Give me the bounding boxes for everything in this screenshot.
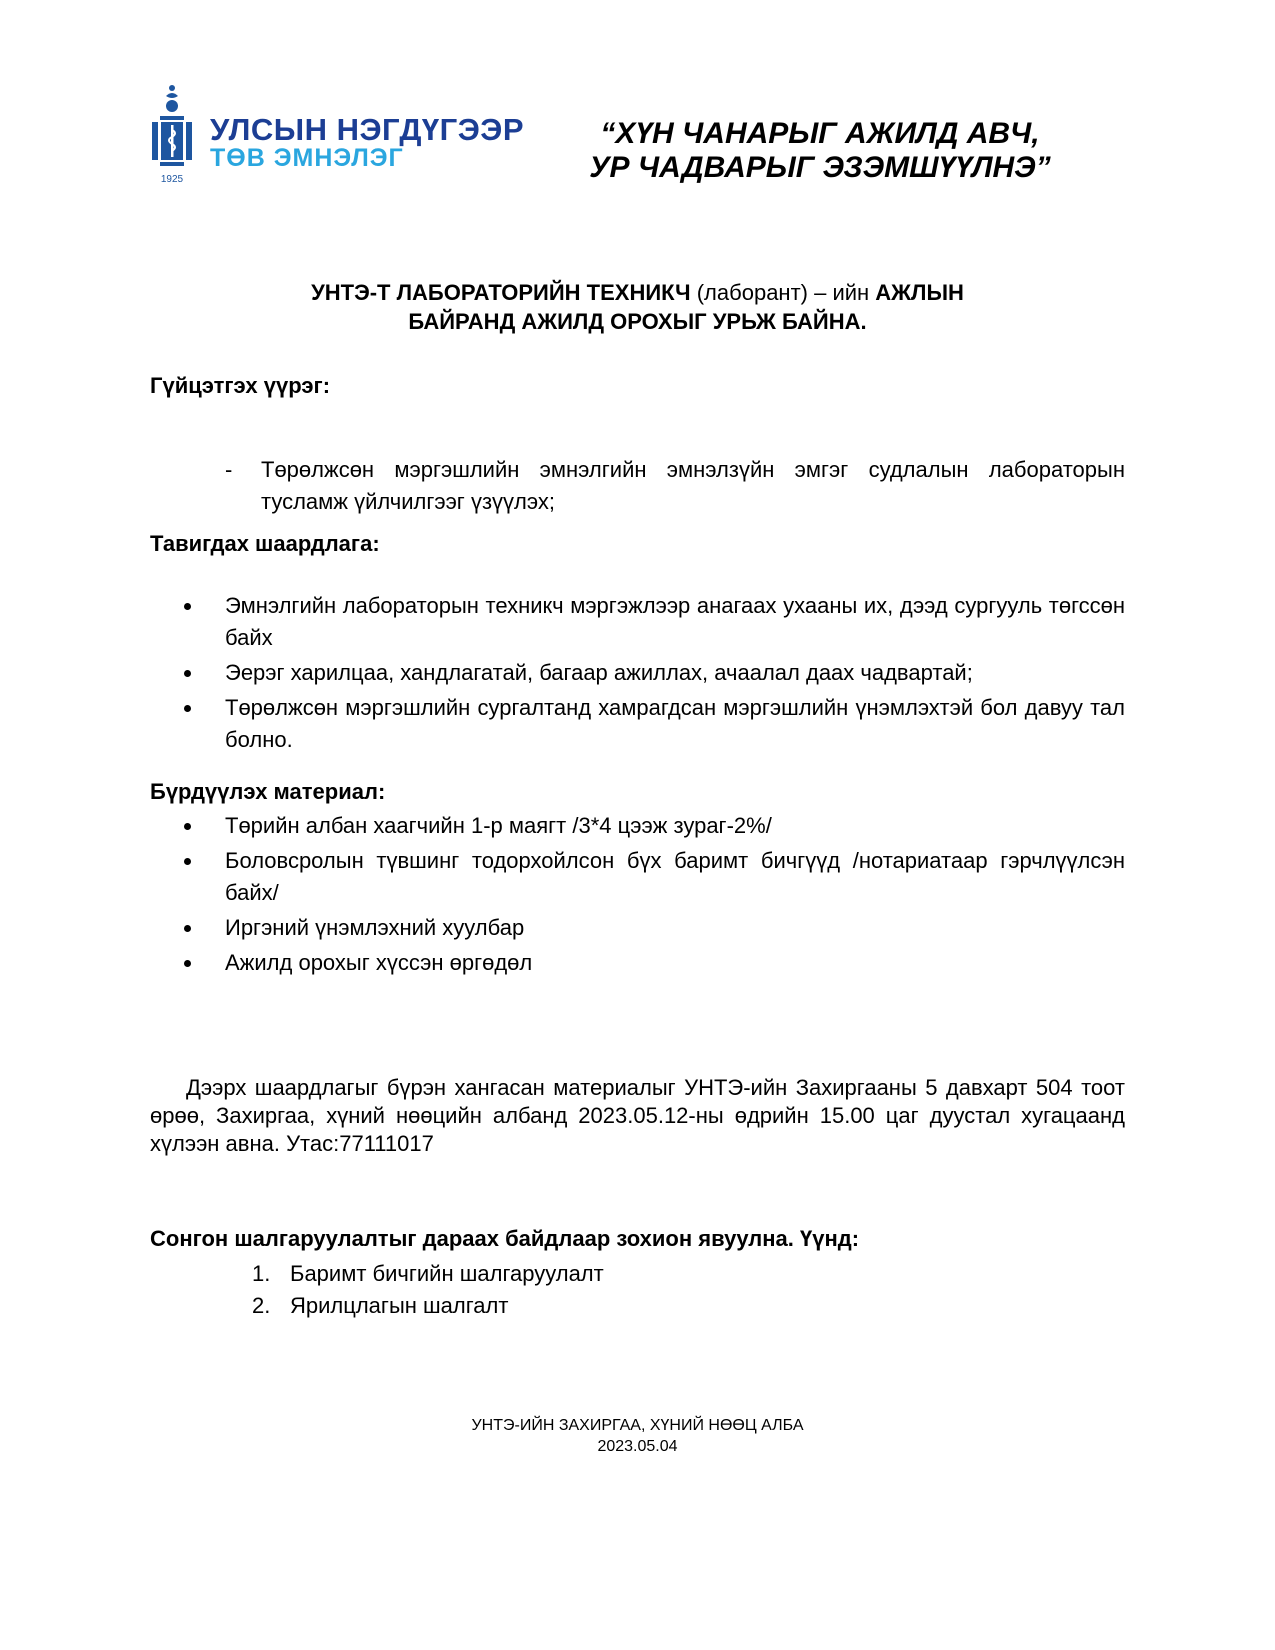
list-item: 2. Ярилцлагын шалгалт (252, 1293, 509, 1318)
submission-paragraph: Дээрх шаардлагыг бүрэн хангасан материалыг УНТЭ-ийн Захиргааны 5 давхарт 504 тоот өрөө, Захиргаа, хүний нөөцийн албанд 2023.05.12-ны өдрийн 15.00 цаг дуустал хугацаанд хүлээн авна. Утас:77111017 (150, 1075, 1125, 1156)
bullet-icon (184, 960, 191, 967)
bullet-icon (184, 858, 191, 865)
dash-marker: - (225, 457, 233, 482)
bullet-icon (184, 925, 191, 932)
list-item: 1. Баримт бичгийн шалгаруулалт (252, 1261, 604, 1286)
duties-heading: Гүйцэтгэх үүрэг: (150, 373, 331, 398)
duty-item (225, 454, 1125, 518)
list-item: Ажилд орохыг хүссэн өргөдөл (150, 947, 1125, 979)
selection-heading: Сонгон шалгаруулалтыг дараах байдлаар зохион явуулна. Үүнд: (150, 1226, 860, 1251)
materials-list (150, 810, 1125, 982)
duty-text: Төрөлжсөн мэргэшлийн эмнэлгийн эмнэлзүйн эмгэг судлалын лабораторын тусламж үйлчилгээг үзүүлэх; (261, 457, 1125, 514)
footer-org: УНТЭ-ИЙН ЗАХИРГАА, ХҮНИЙ НӨӨЦ АЛБА (471, 1417, 804, 1434)
materials-heading: Бүрдүүлэх материал: (150, 779, 386, 804)
title-position-note: (лаборант) – ийн (690, 280, 876, 305)
list-item: Төрийн албан хаагчийн 1-р маягт /3*4 цээж зураг-2%/ (150, 810, 1125, 842)
slogan-line2: УР ЧАДВАРЫГ ЭЗЭМШҮҮЛНЭ” (589, 151, 1051, 184)
logo-year: 1925 (160, 174, 184, 185)
document-title (150, 278, 1125, 336)
bullet-icon (184, 603, 191, 610)
title-line2: БАЙРАНД АЖИЛД ОРОХЫГ УРЬЖ БАЙНА. (408, 309, 867, 334)
title-position: УНТЭ-Т ЛАБОРАТОРИЙН ТЕХНИКЧ (311, 280, 691, 305)
list-item: Эмнэлгийн лабораторын техникч мэргэжлээр анагаах ухааны их, дээд сургууль төгссөн байх (150, 590, 1125, 654)
bullet-icon (184, 823, 191, 830)
bullet-icon (184, 670, 191, 677)
slogan (560, 117, 1080, 185)
logo-title-line2: ТӨВ ЭМНЭЛЭГ (210, 144, 404, 172)
requirements-list (150, 590, 1125, 759)
bullet-icon (184, 705, 191, 712)
slogan-line1: “ХҮН ЧАНАРЫГ АЖИЛД АВЧ, (600, 117, 1040, 150)
title-part3: АЖЛЫН (875, 280, 964, 305)
requirements-heading: Тавигдах шаардлага: (150, 531, 380, 556)
hospital-logo (150, 82, 540, 192)
list-item: Иргэний үнэмлэхний хуулбар (150, 912, 1125, 944)
list-item: Боловсролын түвшинг тодорхойлсон бүх баримт бичгүүд /нотариатаар гэрчлүүлсэн байх/ (150, 845, 1125, 909)
list-item: Төрөлжсөн мэргэшлийн сургалтанд хамрагдсан мэргэшлийн үнэмлэхтэй бол давуу тал болно. (150, 692, 1125, 756)
selection-list (150, 1258, 1125, 1322)
footer (150, 1415, 1125, 1457)
list-item: Эерэг харилцаа, хандлагатай, багаар ажиллах, ачаалал даах чадвартай; (150, 657, 1125, 689)
logo-title-line1: УЛСЫН НЭГДҮГЭЭР (210, 112, 525, 147)
footer-date: 2023.05.04 (597, 1438, 678, 1455)
